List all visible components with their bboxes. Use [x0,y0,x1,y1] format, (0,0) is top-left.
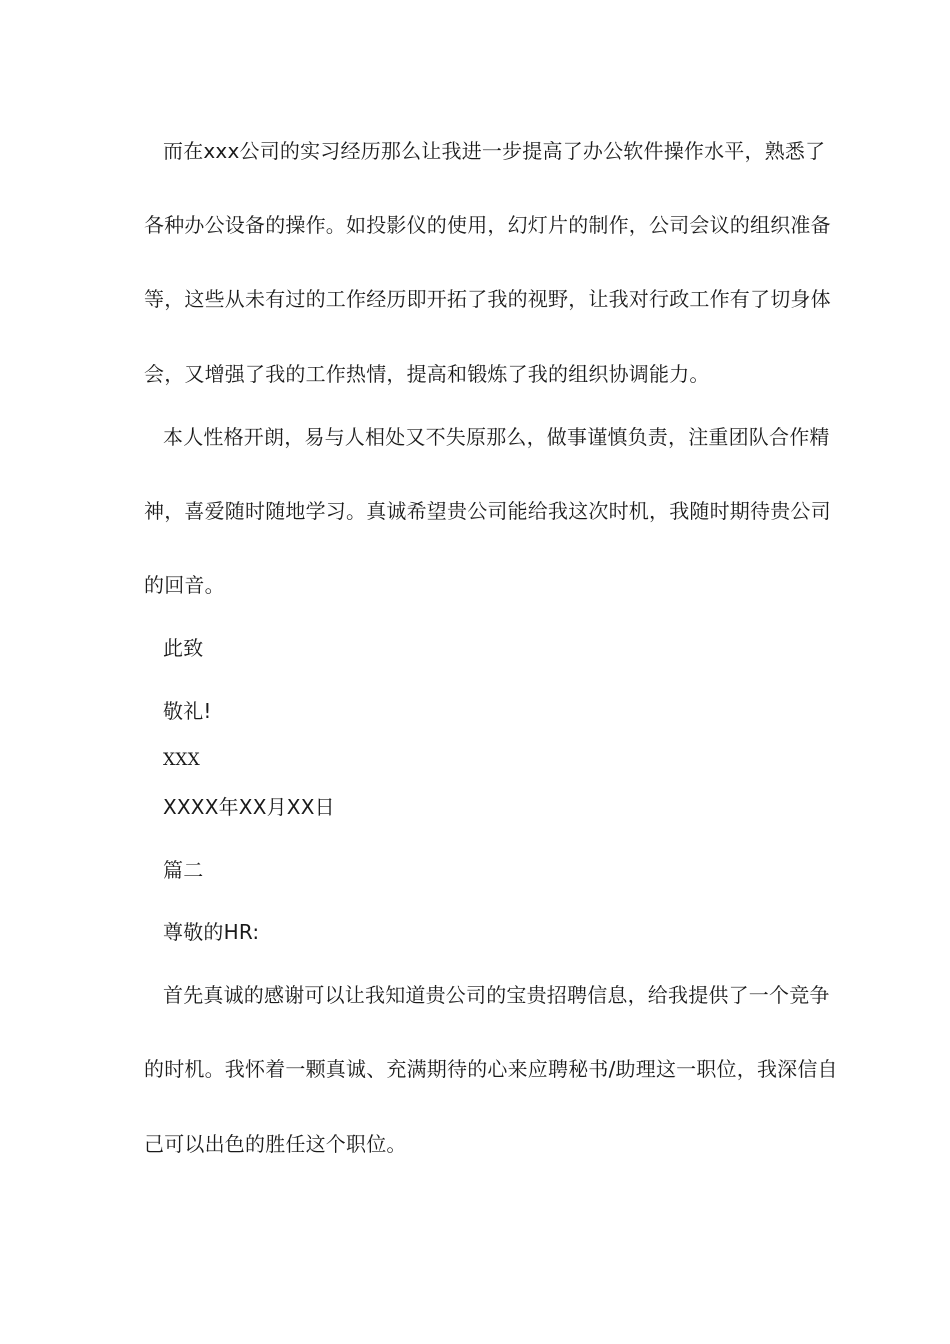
paragraph-text: 而在xxx公司的实习经历那么让我进一步提高了办公软件操作水平，熟悉了 [163,139,826,163]
paragraph-text: 的时机。我怀着一颗真诚、充满期待的心来应聘秘书/助理这一职位，我深信自 [144,1057,838,1081]
paragraph-text: 的回音。 [144,573,225,597]
section-heading: 篇二 [163,858,204,882]
date: XXXX年XX月XX日 [163,795,335,819]
paragraph-text: 神，喜爱随时随地学习。真诚希望贵公司能给我这次时机，我随时期待贵公司 [144,499,831,523]
paragraph-text: 首先真诚的感谢可以让我知道贵公司的宝贵招聘信息，给我提供了一个竞争 [163,983,830,1007]
closing-regards: 此致 [163,636,204,660]
greeting: 尊敬的HR: [163,920,260,944]
closing-salute: 敬礼! [163,699,212,723]
paragraph-text: 各种办公设备的操作。如投影仪的使用，幻灯片的制作，公司会议的组织准备 [144,213,831,237]
paragraph-text: 等，这些从未有过的工作经历即开拓了我的视野，让我对行政工作有了切身体 [144,287,831,311]
paragraph-text: 会，又增强了我的工作热情，提高和锻炼了我的组织协调能力。 [144,362,710,386]
paragraph-text: 己可以出色的胜任这个职位。 [144,1132,407,1156]
signature: XXX [163,750,200,770]
paragraph-text: 本人性格开朗，易与人相处又不失原那么，做事谨慎负责，注重团队合作精 [163,425,830,449]
